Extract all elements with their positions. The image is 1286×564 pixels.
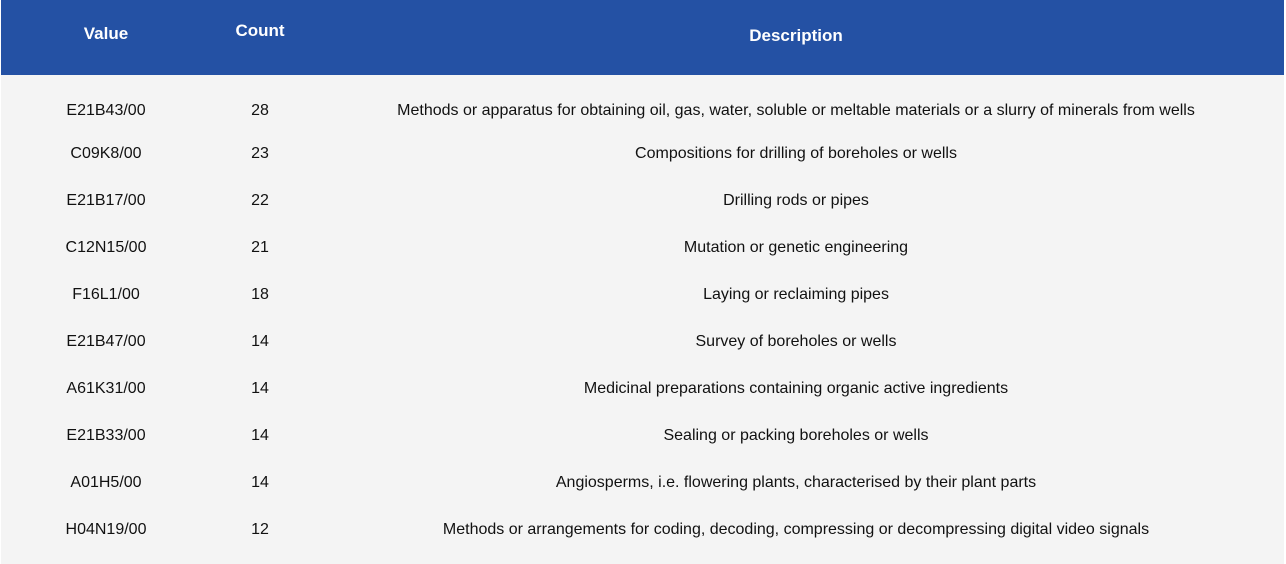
cell-value: E21B33/00 — [66, 427, 146, 444]
cell-value: H04N19/00 — [65, 521, 147, 538]
cell-value: A61K31/00 — [66, 380, 146, 397]
cell-value: F16L1/00 — [72, 286, 140, 303]
cell-value: E21B47/00 — [66, 333, 146, 350]
data-table — [1, 0, 1284, 564]
cell-count: 14 — [251, 427, 269, 444]
cell-description: Angiosperms, i.e. flowering plants, characterised by their plant parts — [555, 474, 1037, 491]
cell-value: E21B43/00 — [66, 102, 146, 119]
cell-count: 14 — [251, 333, 269, 350]
cell-description: Medicinal preparations containing organic active ingredients — [583, 380, 1009, 397]
table-row — [1, 238, 1284, 258]
cell-count: 28 — [251, 102, 269, 119]
cell-value: E21B17/00 — [66, 192, 146, 209]
cell-description: Drilling rods or pipes — [723, 192, 869, 209]
cell-description: Sealing or packing boreholes or wells — [663, 427, 929, 444]
cell-count: 18 — [251, 286, 269, 303]
table-row — [1, 426, 1284, 446]
header-description: Description — [749, 26, 843, 45]
table-row — [1, 473, 1284, 493]
cell-value: C12N15/00 — [65, 239, 147, 256]
table-header — [1, 0, 1284, 75]
table-row — [1, 520, 1284, 540]
cell-value: C09K8/00 — [70, 145, 142, 162]
cell-count: 23 — [251, 145, 269, 162]
cell-description: Methods or apparatus for obtaining oil, gas, water, soluble or meltable materials or a slurry of minerals from wells — [397, 102, 1195, 119]
cell-description: Compositions for drilling of boreholes or wells — [635, 145, 957, 162]
cell-count: 22 — [251, 192, 269, 209]
table-row — [1, 191, 1284, 211]
cell-description: Mutation or genetic engineering — [683, 239, 909, 256]
table-row — [1, 144, 1284, 164]
table-row — [1, 379, 1284, 399]
header-count: Count — [235, 21, 285, 40]
table-row — [1, 332, 1284, 352]
cell-count: 12 — [251, 521, 269, 538]
cell-description: Methods or arrangements for coding, decoding, compressing or decompressing digital video signals — [442, 521, 1150, 538]
cell-description: Laying or reclaiming pipes — [703, 286, 889, 303]
table-row — [1, 285, 1284, 305]
cell-count: 14 — [251, 474, 269, 491]
header-value: Value — [83, 24, 129, 43]
cell-count: 14 — [251, 380, 269, 397]
cell-value: A01H5/00 — [70, 474, 142, 491]
cell-count: 21 — [251, 239, 269, 256]
table-row — [1, 101, 1284, 121]
cell-description: Survey of boreholes or wells — [695, 333, 897, 350]
